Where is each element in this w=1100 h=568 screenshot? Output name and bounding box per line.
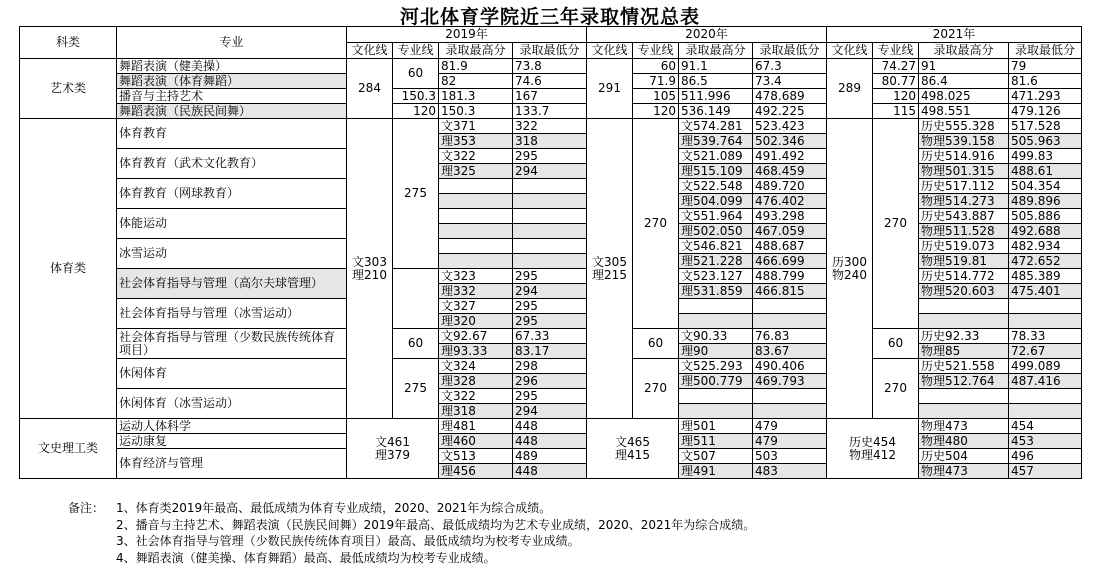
max-score: 文322 (439, 149, 513, 164)
min-score (513, 224, 587, 239)
pro-line-2021: 115 (873, 104, 919, 119)
header-year-2019: 2019年 (347, 27, 587, 43)
culture-line-2021: 历300 物240 (827, 119, 873, 419)
max-score: 86.5 (679, 74, 753, 89)
min-score: 73.4 (753, 74, 827, 89)
max-score: 物理473 (919, 419, 1009, 434)
min-score: 483 (753, 464, 827, 479)
min-score: 488.61 (1009, 164, 1082, 179)
min-score: 523.423 (753, 119, 827, 134)
max-score: 理320 (439, 314, 513, 329)
pro-line-2020: 71.9 (633, 74, 679, 89)
min-score: 466.815 (753, 284, 827, 299)
pro-line-2021: 270 (873, 359, 919, 419)
max-score: 理332 (439, 284, 513, 299)
max-score: 文507 (679, 449, 753, 464)
table-row (20, 434, 1082, 449)
max-score: 物理85 (919, 344, 1009, 359)
max-score (439, 194, 513, 209)
max-score: 文525.293 (679, 359, 753, 374)
min-score (513, 239, 587, 254)
min-score: 296 (513, 374, 587, 389)
min-score: 491.492 (753, 149, 827, 164)
table-row (20, 419, 1082, 434)
table-row (20, 449, 1082, 464)
culture-line-2019: 文303 理210 (347, 119, 393, 419)
table-row (20, 149, 1082, 164)
min-score (1009, 299, 1082, 314)
admission-table (19, 26, 1082, 479)
pro-line-2019 (393, 269, 439, 329)
max-score: 91 (919, 59, 1009, 74)
table-row (20, 119, 1082, 134)
pro-line-2019: 275 (393, 359, 439, 419)
max-score: 理504.099 (679, 194, 753, 209)
min-score: 295 (513, 149, 587, 164)
max-score: 文523.127 (679, 269, 753, 284)
min-score: 448 (513, 419, 587, 434)
min-score: 479 (753, 419, 827, 434)
max-score: 文324 (439, 359, 513, 374)
min-score (753, 404, 827, 419)
major-name: 休闲体育（冰雪运动） (117, 389, 347, 419)
min-score: 72.67 (1009, 344, 1082, 359)
culture-line-2020: 291 (587, 59, 633, 119)
max-score: 历史504 (919, 449, 1009, 464)
min-score: 493.298 (753, 209, 827, 224)
max-score: 历史543.887 (919, 209, 1009, 224)
culture-line-2020: 文305 理215 (587, 119, 633, 419)
min-score: 488.799 (753, 269, 827, 284)
min-score: 453 (1009, 434, 1082, 449)
table-row (20, 329, 1082, 344)
min-score: 448 (513, 434, 587, 449)
max-score: 文521.089 (679, 149, 753, 164)
min-score (753, 299, 827, 314)
table-row (20, 269, 1082, 284)
culture-line-2019: 284 (347, 59, 393, 119)
max-score: 文327 (439, 299, 513, 314)
min-score: 469.793 (753, 374, 827, 389)
note-text: 4、舞蹈表演（健美操、体育舞蹈）最高、最低成绩均为校考专业成绩。 (116, 550, 496, 565)
major-name: 体育经济与管理 (117, 449, 347, 479)
min-score: 482.934 (1009, 239, 1082, 254)
max-score: 文371 (439, 119, 513, 134)
pro-line-2021: 270 (873, 119, 919, 329)
pro-line-2019: 120 (393, 104, 439, 119)
min-score: 295 (513, 314, 587, 329)
max-score: 511.996 (679, 89, 753, 104)
min-score: 83.17 (513, 344, 587, 359)
table-row (20, 104, 1082, 119)
max-score: 历史514.772 (919, 269, 1009, 284)
min-score: 487.416 (1009, 374, 1082, 389)
table-row (20, 59, 1082, 74)
min-score: 489.720 (753, 179, 827, 194)
min-score: 479.126 (1009, 104, 1082, 119)
min-score: 492.688 (1009, 224, 1082, 239)
table-row (20, 359, 1082, 374)
min-score: 294 (513, 284, 587, 299)
max-score: 理460 (439, 434, 513, 449)
min-score: 318 (513, 134, 587, 149)
max-score: 历史517.112 (919, 179, 1009, 194)
max-score: 86.4 (919, 74, 1009, 89)
min-score: 499.089 (1009, 359, 1082, 374)
max-score: 历史519.073 (919, 239, 1009, 254)
culture-line-2021: 289 (827, 59, 873, 119)
note-item (68, 500, 755, 517)
min-score (1009, 404, 1082, 419)
min-score: 517.528 (1009, 119, 1082, 134)
max-score: 物理512.764 (919, 374, 1009, 389)
max-score: 理501 (679, 419, 753, 434)
min-score (513, 179, 587, 194)
header-culture-2020: 文化线 (587, 43, 633, 59)
max-score: 理500.779 (679, 374, 753, 389)
table-row (20, 299, 1082, 314)
pro-line-2020: 120 (633, 104, 679, 119)
note-text: 2、播音与主持艺术、舞蹈表演（民族民间舞）2019年最高、最低成绩均为艺术专业成绩，2020、2021年为综合成绩。 (116, 517, 756, 532)
min-score (753, 389, 827, 404)
min-score: 78.33 (1009, 329, 1082, 344)
min-score: 454 (1009, 419, 1082, 434)
max-score: 理511 (679, 434, 753, 449)
culture-line-2021: 历史454 物理412 (827, 419, 919, 479)
max-score: 文92.67 (439, 329, 513, 344)
min-score: 295 (513, 269, 587, 284)
min-score: 167 (513, 89, 587, 104)
max-score: 498.025 (919, 89, 1009, 104)
major-name: 社会体育指导与管理（高尔夫球管理） (117, 269, 347, 299)
pro-line-2021: 74.27 (873, 59, 919, 74)
max-score: 理353 (439, 134, 513, 149)
max-score: 82 (439, 74, 513, 89)
header-culture-2021: 文化线 (827, 43, 873, 59)
notes-label: 备注： (68, 501, 105, 515)
max-score (439, 254, 513, 269)
min-score: 503 (753, 449, 827, 464)
major-name: 休闲体育 (117, 359, 347, 389)
min-score: 472.652 (1009, 254, 1082, 269)
pro-line-2020: 105 (633, 89, 679, 104)
pro-line-2021: 80.77 (873, 74, 919, 89)
max-score: 181.3 (439, 89, 513, 104)
max-score: 文551.964 (679, 209, 753, 224)
min-score (1009, 314, 1082, 329)
max-score (679, 389, 753, 404)
max-score: 文322 (439, 389, 513, 404)
major-name: 体育教育（网球教育） (117, 179, 347, 209)
max-score (439, 209, 513, 224)
max-score (919, 299, 1009, 314)
max-score (679, 314, 753, 329)
note-item (68, 550, 755, 567)
min-score: 505.963 (1009, 134, 1082, 149)
table-row (20, 74, 1082, 89)
major-name: 体能运动 (117, 209, 347, 239)
max-score: 理521.228 (679, 254, 753, 269)
major-name: 运动康复 (117, 434, 347, 449)
min-score: 83.67 (753, 344, 827, 359)
max-score: 理502.050 (679, 224, 753, 239)
max-score: 文546.821 (679, 239, 753, 254)
min-score: 485.389 (1009, 269, 1082, 284)
max-score: 理456 (439, 464, 513, 479)
min-score: 468.459 (753, 164, 827, 179)
max-score (919, 404, 1009, 419)
min-score: 499.83 (1009, 149, 1082, 164)
header-major: 专业 (117, 27, 347, 59)
category-wenshi: 文史理工类 (20, 419, 117, 479)
max-score: 理93.33 (439, 344, 513, 359)
max-score (919, 389, 1009, 404)
header-pro-2020: 专业线 (633, 43, 679, 59)
min-score: 496 (1009, 449, 1082, 464)
max-score: 文513 (439, 449, 513, 464)
max-score: 理328 (439, 374, 513, 389)
max-score: 物理539.158 (919, 134, 1009, 149)
culture-line-2019: 文461 理379 (347, 419, 439, 479)
header-min-2020: 录取最低分 (753, 43, 827, 59)
max-score (919, 314, 1009, 329)
min-score: 74.6 (513, 74, 587, 89)
pro-line-2019: 60 (393, 59, 439, 89)
header-year-2021: 2021年 (827, 27, 1082, 43)
max-score (679, 404, 753, 419)
major-name: 播音与主持艺术 (117, 89, 347, 104)
min-score: 490.406 (753, 359, 827, 374)
major-name: 舞蹈表演（民族民间舞） (117, 104, 347, 119)
max-score: 历史92.33 (919, 329, 1009, 344)
min-score: 298 (513, 359, 587, 374)
pro-line-2020: 60 (633, 59, 679, 74)
max-score: 物理519.81 (919, 254, 1009, 269)
header-min-2019: 录取最低分 (513, 43, 587, 59)
major-name: 体育教育（武术文化教育） (117, 149, 347, 179)
pro-line-2020: 60 (633, 329, 679, 359)
header-category: 科类 (20, 27, 117, 59)
page-title: 河北体育学院近三年录取情况总表 (399, 6, 700, 28)
max-score: 历史555.328 (919, 119, 1009, 134)
pro-line-2019: 60 (393, 329, 439, 359)
pro-line-2019: 275 (393, 119, 439, 269)
pro-line-2021: 60 (873, 329, 919, 359)
major-name: 冰雪运动 (117, 239, 347, 269)
max-score: 文574.281 (679, 119, 753, 134)
max-score (439, 224, 513, 239)
min-score: 322 (513, 119, 587, 134)
min-score: 479 (753, 434, 827, 449)
max-score: 文90.33 (679, 329, 753, 344)
max-score (439, 179, 513, 194)
max-score: 理515.109 (679, 164, 753, 179)
max-score: 物理501.315 (919, 164, 1009, 179)
max-score: 150.3 (439, 104, 513, 119)
max-score: 498.551 (919, 104, 1009, 119)
category-sport: 体育类 (20, 119, 117, 419)
min-score (513, 194, 587, 209)
min-score: 295 (513, 389, 587, 404)
min-score: 67.3 (753, 59, 827, 74)
max-score: 物理511.528 (919, 224, 1009, 239)
min-score: 489.896 (1009, 194, 1082, 209)
pro-line-2021: 120 (873, 89, 919, 104)
max-score: 理325 (439, 164, 513, 179)
max-score: 物理514.273 (919, 194, 1009, 209)
min-score (513, 209, 587, 224)
max-score: 物理473 (919, 464, 1009, 479)
pro-line-2019: 150.3 (393, 89, 439, 104)
table-row (20, 239, 1082, 254)
table-row (20, 89, 1082, 104)
min-score: 502.346 (753, 134, 827, 149)
min-score: 492.225 (753, 104, 827, 119)
max-score: 理539.764 (679, 134, 753, 149)
min-score: 76.83 (753, 329, 827, 344)
header-culture-2019: 文化线 (347, 43, 393, 59)
min-score (1009, 389, 1082, 404)
header-max-2020: 录取最高分 (679, 43, 753, 59)
max-score: 81.9 (439, 59, 513, 74)
table-row (20, 179, 1082, 194)
min-score: 467.059 (753, 224, 827, 239)
note-text: 3、社会体育指导与管理（少数民族传统体育项目）最高、最低成绩均为校考专业成绩。 (116, 534, 580, 548)
min-score: 81.6 (1009, 74, 1082, 89)
min-score: 295 (513, 299, 587, 314)
min-score (513, 254, 587, 269)
max-score: 91.1 (679, 59, 753, 74)
notes (68, 500, 755, 566)
max-score: 理90 (679, 344, 753, 359)
max-score: 理491 (679, 464, 753, 479)
max-score: 理531.859 (679, 284, 753, 299)
min-score: 475.401 (1009, 284, 1082, 299)
min-score: 505.886 (1009, 209, 1082, 224)
major-name: 社会体育指导与管理（少数民族传统体育项目） (117, 329, 347, 359)
max-score: 文323 (439, 269, 513, 284)
min-score: 457 (1009, 464, 1082, 479)
note-text: 1、体育类2019年最高、最低成绩为体育专业成绩，2020、2021年为综合成绩。 (116, 501, 552, 515)
min-score: 73.8 (513, 59, 587, 74)
header-min-2021: 录取最低分 (1009, 43, 1082, 59)
header-max-2021: 录取最高分 (919, 43, 1009, 59)
category-art: 艺术类 (20, 59, 117, 119)
max-score (679, 299, 753, 314)
header-year-2020: 2020年 (587, 27, 827, 43)
header-pro-2021: 专业线 (873, 43, 919, 59)
min-score: 448 (513, 464, 587, 479)
max-score: 物理480 (919, 434, 1009, 449)
max-score: 536.149 (679, 104, 753, 119)
min-score: 476.402 (753, 194, 827, 209)
pro-line-2020: 270 (633, 119, 679, 329)
note-item (68, 517, 755, 534)
pro-line-2020: 270 (633, 359, 679, 419)
major-name: 舞蹈表演（健美操） (117, 59, 347, 74)
max-score (439, 239, 513, 254)
min-score (753, 314, 827, 329)
max-score: 历史521.558 (919, 359, 1009, 374)
max-score: 理318 (439, 404, 513, 419)
min-score: 488.687 (753, 239, 827, 254)
major-name: 运动人体科学 (117, 419, 347, 434)
header-pro-2019: 专业线 (393, 43, 439, 59)
min-score: 466.699 (753, 254, 827, 269)
min-score: 133.7 (513, 104, 587, 119)
table-row (20, 209, 1082, 224)
min-score: 478.689 (753, 89, 827, 104)
note-item (68, 533, 755, 550)
min-score: 471.293 (1009, 89, 1082, 104)
min-score: 294 (513, 404, 587, 419)
max-score: 物理520.603 (919, 284, 1009, 299)
max-score: 文522.548 (679, 179, 753, 194)
header-max-2019: 录取最高分 (439, 43, 513, 59)
table-row (20, 389, 1082, 404)
min-score: 294 (513, 164, 587, 179)
min-score: 504.354 (1009, 179, 1082, 194)
min-score: 67.33 (513, 329, 587, 344)
max-score: 历史514.916 (919, 149, 1009, 164)
min-score: 489 (513, 449, 587, 464)
culture-line-2020: 文465 理415 (587, 419, 679, 479)
major-name: 舞蹈表演（体育舞蹈） (117, 74, 347, 89)
min-score: 79 (1009, 59, 1082, 74)
major-name: 社会体育指导与管理（冰雪运动） (117, 299, 347, 329)
max-score: 理481 (439, 419, 513, 434)
major-name: 体育教育 (117, 119, 347, 149)
